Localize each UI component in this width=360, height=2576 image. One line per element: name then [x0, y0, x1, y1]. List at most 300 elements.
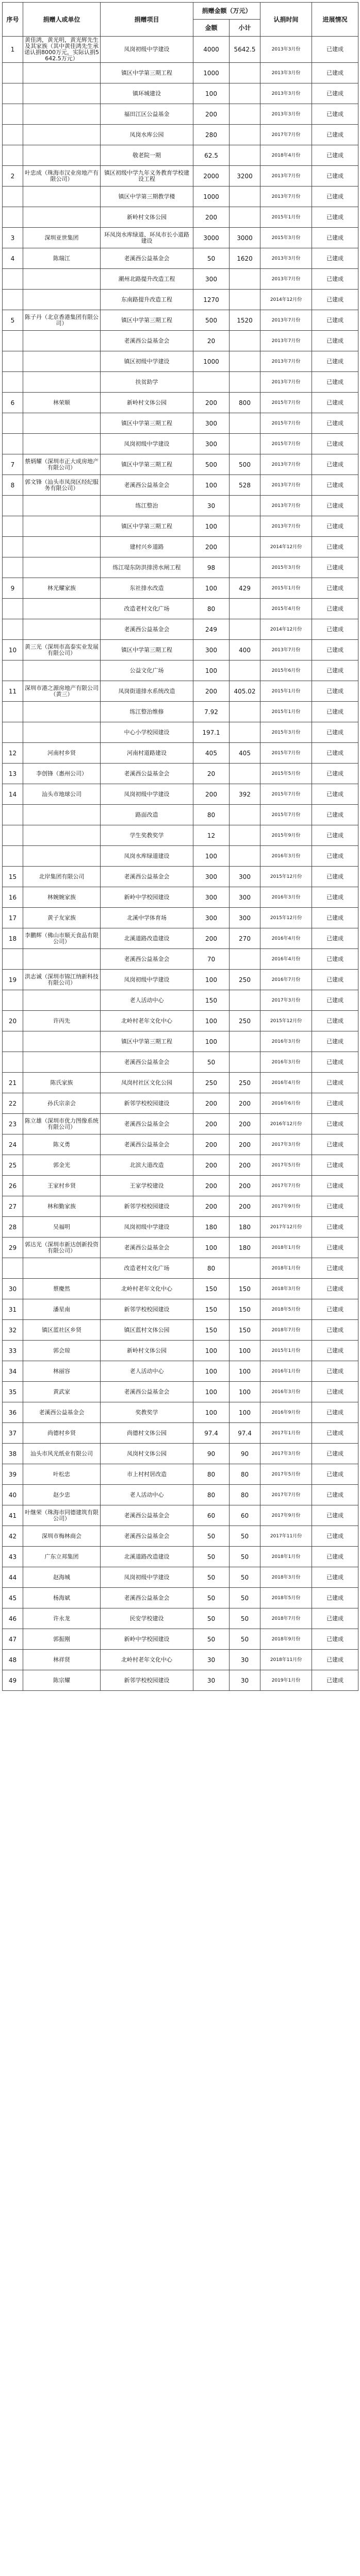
seq-cell [3, 557, 23, 578]
amount-cell: 30 [193, 1670, 230, 1691]
table-row [3, 867, 358, 887]
donor-cell: 陈瑞江 [23, 248, 101, 269]
subtotal-cell: 400 [230, 640, 260, 660]
project-cell: 老溪西公益基金会 [101, 331, 193, 351]
project-cell: 改造老村文化广场 [101, 599, 193, 619]
project-cell: 北溪中学体育场 [101, 908, 193, 928]
status-cell: 已建成 [312, 228, 358, 248]
date-cell: 2015年6月份 [260, 660, 312, 681]
amount-cell: 7.92 [193, 702, 230, 722]
status-cell: 已建成 [312, 1670, 358, 1691]
status-cell: 已建成 [312, 640, 358, 660]
table-row [3, 83, 358, 104]
donor-cell: 陈立雄（深圳市优力图像系统有限公司） [23, 1114, 101, 1134]
amount-cell: 97.4 [193, 1423, 230, 1444]
status-cell: 已建成 [312, 1073, 358, 1093]
project-cell: 敬老院一期 [101, 145, 193, 166]
seq-cell [3, 207, 23, 228]
status-cell: 已建成 [312, 599, 358, 619]
status-cell: 已建成 [312, 722, 358, 743]
seq-cell [3, 722, 23, 743]
status-cell: 已建成 [312, 475, 358, 496]
project-cell: 凤岗初级中学建设 [101, 37, 193, 63]
status-cell: 已建成 [312, 805, 358, 825]
project-cell: 新邻学校校园建设 [101, 1093, 193, 1114]
project-cell: 新岭村文体公园 [101, 207, 193, 228]
seq-cell: 3 [3, 228, 23, 248]
subtotal-cell [230, 290, 260, 310]
project-cell: 市上村村居改造 [101, 1464, 193, 1485]
subtotal-cell: 150 [230, 1299, 260, 1320]
project-cell: 老溪西公益基金会 [101, 949, 193, 970]
amount-cell: 200 [193, 393, 230, 413]
table-row [3, 104, 358, 125]
project-cell: 北岭村老年文化中心 [101, 1650, 193, 1670]
donor-cell [23, 372, 101, 393]
donor-cell: 蔡炳耀（深圳市正大成房地产有限公司） [23, 454, 101, 475]
table-row [3, 825, 358, 846]
donor-cell [23, 269, 101, 290]
date-cell: 2013年3月份 [260, 104, 312, 125]
donor-cell [23, 805, 101, 825]
donor-cell [23, 599, 101, 619]
amount-cell: 100 [193, 846, 230, 867]
subtotal-cell: 100 [230, 1341, 260, 1361]
subtotal-cell: 100 [230, 1402, 260, 1423]
seq-cell [3, 269, 23, 290]
date-cell: 2013年7月份 [260, 496, 312, 516]
amount-cell: 50 [193, 1052, 230, 1073]
seq-cell: 9 [3, 578, 23, 599]
table-row [3, 681, 358, 702]
subtotal-cell: 50 [230, 1547, 260, 1567]
subtotal-cell: 3000 [230, 228, 260, 248]
status-cell: 已建成 [312, 908, 358, 928]
table-row [3, 1176, 358, 1196]
date-cell: 2018年7月份 [260, 1608, 312, 1629]
status-cell: 已建成 [312, 1464, 358, 1485]
status-cell: 已建成 [312, 619, 358, 640]
project-cell: 潮州北路提升改造工程 [101, 269, 193, 290]
table-row [3, 1052, 358, 1073]
status-cell: 已建成 [312, 578, 358, 599]
status-cell: 已建成 [312, 1382, 358, 1402]
project-cell: 奖教奖学 [101, 1402, 193, 1423]
table-row [3, 1650, 358, 1670]
header-donor: 捐赠人或单位 [23, 3, 101, 37]
donor-cell [23, 434, 101, 454]
donor-cell: 广东立邦集团 [23, 1547, 101, 1567]
donor-cell: 深圳市港之源房地产有限公司（黄三） [23, 681, 101, 702]
subtotal-cell: 250 [230, 1073, 260, 1093]
table-row [3, 1402, 358, 1423]
subtotal-cell: 300 [230, 887, 260, 908]
status-cell: 已建成 [312, 1629, 358, 1650]
date-cell: 2017年9月份 [260, 1505, 312, 1526]
seq-cell [3, 599, 23, 619]
date-cell: 2015年7月份 [260, 413, 312, 434]
header-status: 进展情况 [312, 3, 358, 37]
amount-cell: 50 [193, 1526, 230, 1547]
table-row [3, 1341, 358, 1361]
amount-cell: 100 [193, 1238, 230, 1258]
table-row [3, 908, 358, 928]
status-cell: 已建成 [312, 1134, 358, 1155]
project-cell: 新岭村文体公园 [101, 393, 193, 413]
table-row [3, 743, 358, 764]
amount-cell: 1000 [193, 351, 230, 372]
status-cell: 已建成 [312, 1011, 358, 1031]
subtotal-cell [230, 351, 260, 372]
subtotal-cell: 60 [230, 1505, 260, 1526]
status-cell: 已建成 [312, 37, 358, 63]
table-row [3, 764, 358, 784]
subtotal-cell: 1520 [230, 310, 260, 331]
table-row [3, 145, 358, 166]
seq-cell: 13 [3, 764, 23, 784]
table-row [3, 1670, 358, 1691]
status-cell: 已建成 [312, 393, 358, 413]
amount-cell: 249 [193, 619, 230, 640]
status-cell: 已建成 [312, 1320, 358, 1341]
subtotal-cell: 90 [230, 1444, 260, 1464]
amount-cell: 100 [193, 516, 230, 537]
subtotal-cell [230, 660, 260, 681]
date-cell: 2015年1月份 [260, 702, 312, 722]
table-row [3, 125, 358, 145]
amount-cell: 1000 [193, 187, 230, 207]
amount-cell: 80 [193, 599, 230, 619]
project-cell: 凤岗初级中学建设 [101, 434, 193, 454]
donor-cell [23, 496, 101, 516]
table-row [3, 1093, 358, 1114]
project-cell: 建村兴乡道路 [101, 537, 193, 557]
project-cell: 老溪西公益基金会 [101, 248, 193, 269]
seq-cell [3, 537, 23, 557]
table-row [3, 516, 358, 537]
project-cell: 新邻学校校园建设 [101, 1670, 193, 1691]
project-cell: 河南村道路建设 [101, 743, 193, 764]
date-cell: 2018年1月份 [260, 1258, 312, 1279]
subtotal-cell: 270 [230, 928, 260, 949]
amount-cell: 250 [193, 1073, 230, 1093]
donor-cell: 吴福明 [23, 1217, 101, 1238]
seq-cell: 20 [3, 1011, 23, 1031]
amount-cell: 80 [193, 1485, 230, 1505]
date-cell: 2016年4月份 [260, 1073, 312, 1093]
donor-cell: 黄三光（深圳市高泰实业发展有限公司） [23, 640, 101, 660]
subtotal-cell [230, 825, 260, 846]
seq-cell [3, 825, 23, 846]
amount-cell: 500 [193, 454, 230, 475]
status-cell: 已建成 [312, 1299, 358, 1320]
amount-cell: 50 [193, 1608, 230, 1629]
donor-cell: 洪志诚（深圳市锦江纳新科技有限公司） [23, 970, 101, 990]
subtotal-cell: 429 [230, 578, 260, 599]
seq-cell: 7 [3, 454, 23, 475]
amount-cell: 300 [193, 867, 230, 887]
subtotal-cell: 100 [230, 1382, 260, 1402]
table-row [3, 228, 358, 248]
subtotal-cell: 5642.5 [230, 37, 260, 63]
date-cell: 2015年9月份 [260, 825, 312, 846]
seq-cell: 4 [3, 248, 23, 269]
status-cell: 已建成 [312, 1238, 358, 1258]
date-cell: 2013年7月份 [260, 331, 312, 351]
table-row [3, 207, 358, 228]
project-cell: 凤岗村文体公园 [101, 1444, 193, 1464]
seq-cell [3, 805, 23, 825]
project-cell: 凤岗初级中学建设 [101, 970, 193, 990]
date-cell: 2017年9月份 [260, 1196, 312, 1217]
donor-cell: 林光耀家族 [23, 578, 101, 599]
seq-cell: 31 [3, 1299, 23, 1320]
status-cell: 已建成 [312, 248, 358, 269]
amount-cell: 90 [193, 1444, 230, 1464]
subtotal-cell: 180 [230, 1217, 260, 1238]
subtotal-cell [230, 104, 260, 125]
date-cell: 2013年7月份 [260, 269, 312, 290]
status-cell: 已建成 [312, 846, 358, 867]
status-cell: 已建成 [312, 104, 358, 125]
project-cell: 凤岗初级中学建设 [101, 1567, 193, 1588]
project-cell: 环凤岗水库绿道、环凤市长小道路建设 [101, 228, 193, 248]
subtotal-cell: 100 [230, 1361, 260, 1382]
subtotal-cell: 30 [230, 1670, 260, 1691]
donor-cell: 郭振刚 [23, 1629, 101, 1650]
amount-cell: 200 [193, 1196, 230, 1217]
table-row [3, 805, 358, 825]
subtotal-cell: 300 [230, 908, 260, 928]
table-row [3, 351, 358, 372]
subtotal-cell: 200 [230, 1093, 260, 1114]
seq-cell: 35 [3, 1382, 23, 1402]
donor-cell: 深圳亚世集团 [23, 228, 101, 248]
donor-cell: 汕头市地球公司 [23, 784, 101, 805]
project-cell: 新岭中学校园建设 [101, 887, 193, 908]
donor-cell: 汕头市风光纸业有限公司 [23, 1444, 101, 1464]
project-cell: 福田江区公益基金 [101, 104, 193, 125]
status-cell: 已建成 [312, 1505, 358, 1526]
table-row [3, 413, 358, 434]
donor-cell [23, 413, 101, 434]
date-cell: 2014年12月份 [260, 290, 312, 310]
table-row [3, 722, 358, 743]
status-cell: 已建成 [312, 825, 358, 846]
table-row [3, 496, 358, 516]
date-cell: 2013年3月份 [260, 248, 312, 269]
date-cell: 2018年3月份 [260, 1567, 312, 1588]
project-cell: 东社排水改造 [101, 578, 193, 599]
seq-cell: 1 [3, 37, 23, 63]
table-row [3, 1134, 358, 1155]
subtotal-cell [230, 619, 260, 640]
date-cell: 2013年7月份 [260, 310, 312, 331]
subtotal-cell [230, 846, 260, 867]
date-cell: 2015年5月份 [260, 764, 312, 784]
table-row [3, 1279, 358, 1299]
project-cell: 王家学校建设 [101, 1176, 193, 1196]
project-cell: 练江堤东防洪排涝水闸工程 [101, 557, 193, 578]
amount-cell: 100 [193, 1031, 230, 1052]
table-row [3, 1567, 358, 1588]
project-cell: 老人活动中心 [101, 1361, 193, 1382]
project-cell: 镇区中学第三期工程 [101, 454, 193, 475]
date-cell: 2015年7月份 [260, 743, 312, 764]
table-row [3, 660, 358, 681]
donor-cell: 林和勤家族 [23, 1196, 101, 1217]
status-cell: 已建成 [312, 496, 358, 516]
donor-cell: 叶忠成（珠海市汉业房地产有限公司） [23, 166, 101, 187]
seq-cell: 16 [3, 887, 23, 908]
date-cell: 2018年11月份 [260, 1650, 312, 1670]
project-cell: 尚德村文体公园 [101, 1423, 193, 1444]
table-row [3, 1258, 358, 1279]
amount-cell: 200 [193, 104, 230, 125]
project-cell: 老溪西公益基金会 [101, 1052, 193, 1073]
amount-cell: 200 [193, 1093, 230, 1114]
donor-cell [23, 125, 101, 145]
donor-cell: 北岸集团有限公司 [23, 867, 101, 887]
donor-cell [23, 846, 101, 867]
seq-cell [3, 413, 23, 434]
table-row [3, 1320, 358, 1341]
table-row [3, 1073, 358, 1093]
donor-cell: 许丙先 [23, 1011, 101, 1031]
status-cell: 已建成 [312, 63, 358, 83]
header-project: 捐赠项目 [101, 3, 193, 37]
status-cell: 已建成 [312, 1485, 358, 1505]
amount-cell: 100 [193, 1382, 230, 1402]
subtotal-cell: 200 [230, 1155, 260, 1176]
seq-cell: 27 [3, 1196, 23, 1217]
date-cell: 2013年7月份 [260, 351, 312, 372]
date-cell: 2018年5月份 [260, 1299, 312, 1320]
donor-cell [23, 537, 101, 557]
seq-cell: 40 [3, 1485, 23, 1505]
project-cell: 公益文化广场 [101, 660, 193, 681]
project-cell: 镇环城建设 [101, 83, 193, 104]
seq-cell: 45 [3, 1588, 23, 1608]
amount-cell: 100 [193, 1341, 230, 1361]
donor-cell [23, 83, 101, 104]
donor-cell [23, 1258, 101, 1279]
donation-table [2, 2, 358, 1691]
subtotal-cell: 180 [230, 1238, 260, 1258]
seq-cell: 49 [3, 1670, 23, 1691]
date-cell: 2016年9月份 [260, 1402, 312, 1423]
amount-cell: 280 [193, 125, 230, 145]
date-cell: 2013年7月份 [260, 475, 312, 496]
amount-cell: 100 [193, 578, 230, 599]
donor-cell: 赵少忠 [23, 1485, 101, 1505]
amount-cell: 30 [193, 1650, 230, 1670]
date-cell: 2015年1月份 [260, 578, 312, 599]
project-cell: 镇区中学第三期工程 [101, 516, 193, 537]
donor-cell: 黄武家 [23, 1382, 101, 1402]
table-row [3, 990, 358, 1011]
status-cell: 已建成 [312, 1155, 358, 1176]
amount-cell: 150 [193, 1299, 230, 1320]
status-cell: 已建成 [312, 207, 358, 228]
seq-cell: 10 [3, 640, 23, 660]
status-cell: 已建成 [312, 1176, 358, 1196]
project-cell: 老溪西公益基金会 [101, 475, 193, 496]
table-row [3, 1464, 358, 1485]
project-cell: 新邻学校校园建设 [101, 1196, 193, 1217]
amount-cell: 200 [193, 207, 230, 228]
seq-cell [3, 1052, 23, 1073]
status-cell: 已建成 [312, 1444, 358, 1464]
donor-cell: 河南村乡贤 [23, 743, 101, 764]
table-row [3, 949, 358, 970]
amount-cell: 500 [193, 310, 230, 331]
seq-cell: 42 [3, 1526, 23, 1547]
subtotal-cell: 50 [230, 1526, 260, 1547]
amount-cell: 80 [193, 1258, 230, 1279]
amount-cell: 300 [193, 640, 230, 660]
amount-cell: 100 [193, 660, 230, 681]
seq-cell: 26 [3, 1176, 23, 1196]
status-cell: 已建成 [312, 351, 358, 372]
status-cell: 已建成 [312, 372, 358, 393]
table-row [3, 557, 358, 578]
status-cell: 已建成 [312, 83, 358, 104]
amount-cell: 200 [193, 1155, 230, 1176]
amount-cell: 20 [193, 764, 230, 784]
amount-cell: 1000 [193, 63, 230, 83]
project-cell: 镇区蓝村文体公园 [101, 1320, 193, 1341]
project-cell: 凤岗初级中学建设 [101, 1217, 193, 1238]
amount-cell: 405 [193, 743, 230, 764]
status-cell: 已建成 [312, 702, 358, 722]
status-cell: 已建成 [312, 1279, 358, 1299]
seq-cell: 43 [3, 1547, 23, 1567]
table-row [3, 1547, 358, 1567]
seq-cell [3, 145, 23, 166]
donor-cell [23, 1031, 101, 1052]
project-cell: 凤岗水库绿道建设 [101, 846, 193, 867]
subtotal-cell [230, 269, 260, 290]
subtotal-cell [230, 599, 260, 619]
table-row [3, 393, 358, 413]
status-cell: 已建成 [312, 743, 358, 764]
project-cell: 练江整治维修 [101, 702, 193, 722]
seq-cell: 12 [3, 743, 23, 764]
amount-cell: 62.5 [193, 145, 230, 166]
amount-cell: 30 [193, 496, 230, 516]
table-body [3, 37, 358, 1691]
donor-cell: 林婉婉家族 [23, 887, 101, 908]
project-cell: 凤岗初级中学建设 [101, 784, 193, 805]
donor-cell: 许永龙 [23, 1608, 101, 1629]
status-cell: 已建成 [312, 557, 358, 578]
donor-cell [23, 187, 101, 207]
status-cell: 已建成 [312, 290, 358, 310]
subtotal-cell [230, 187, 260, 207]
status-cell: 已建成 [312, 1608, 358, 1629]
donor-cell: 老溪西公益基金会 [23, 1402, 101, 1423]
date-cell: 2013年7月份 [260, 187, 312, 207]
seq-cell: 48 [3, 1650, 23, 1670]
table-row [3, 187, 358, 207]
subtotal-cell: 200 [230, 1114, 260, 1134]
table-row [3, 290, 358, 310]
donor-cell [23, 702, 101, 722]
table-row [3, 599, 358, 619]
donor-cell: 李鹏辉（佛山市顺天食品有限公司） [23, 928, 101, 949]
subtotal-cell [230, 496, 260, 516]
